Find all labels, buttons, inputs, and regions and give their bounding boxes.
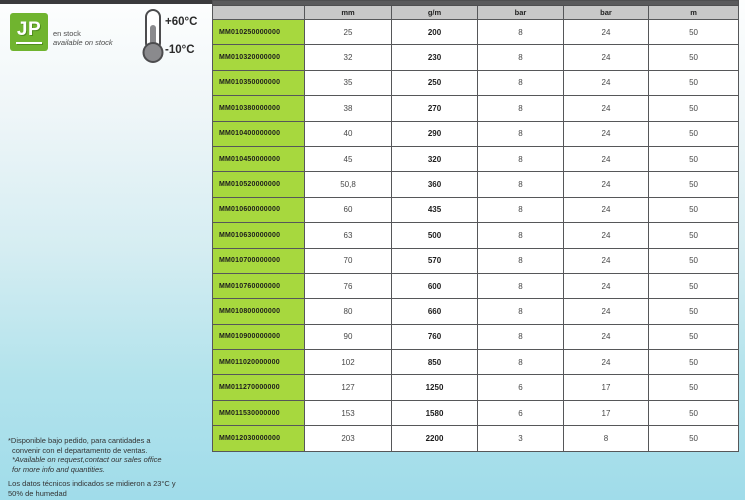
value-cell: 50: [649, 400, 739, 425]
jp-logo-underline: [16, 42, 42, 45]
value-cell: 50,8: [305, 172, 392, 197]
table-row: [213, 20, 739, 45]
table-row: [213, 426, 739, 451]
footnote-es-line2: convenir con el departamento de ventas.: [12, 445, 148, 455]
table-row: [213, 121, 739, 146]
part-number-cell: MM011020000000: [213, 350, 305, 375]
stock-label-en: available on stock: [53, 38, 113, 47]
value-cell: 24: [564, 350, 649, 375]
footnote-tech-line1: Los datos técnicos indicados se midieron a 23°C y: [8, 478, 176, 488]
value-cell: 8: [478, 146, 564, 171]
footnote-en-line1: *Available on request,contact our sales office: [12, 455, 162, 465]
value-cell: 102: [305, 350, 392, 375]
table-row: [213, 223, 739, 248]
part-number-cell: MM012030000000: [213, 426, 305, 451]
value-cell: 360: [392, 172, 478, 197]
value-cell: 8: [478, 248, 564, 273]
value-cell: 50: [649, 375, 739, 400]
value-cell: 45: [305, 146, 392, 171]
table-row: [213, 96, 739, 121]
value-cell: 24: [564, 70, 649, 95]
table-row: [213, 324, 739, 349]
unit-header-bar1: bar: [478, 6, 564, 20]
value-cell: 760: [392, 324, 478, 349]
value-cell: 1580: [392, 400, 478, 425]
spec-table: [212, 0, 739, 452]
table-row: [213, 375, 739, 400]
part-number-cell: MM010600000000: [213, 197, 305, 222]
value-cell: 230: [392, 45, 478, 70]
value-cell: 50: [649, 426, 739, 451]
unit-header-mm: mm: [305, 6, 392, 20]
value-cell: 8: [478, 20, 564, 45]
value-cell: 8: [478, 299, 564, 324]
value-cell: 35: [305, 70, 392, 95]
footnote-en-line2: for more info and quantities.: [12, 465, 105, 475]
temp-max-label: +60°C: [165, 16, 198, 28]
value-cell: 8: [478, 96, 564, 121]
value-cell: 24: [564, 146, 649, 171]
value-cell: 8: [478, 45, 564, 70]
value-cell: 600: [392, 273, 478, 298]
value-cell: 50: [649, 20, 739, 45]
table-row: [213, 350, 739, 375]
part-number-cell: MM011270000000: [213, 375, 305, 400]
value-cell: 24: [564, 324, 649, 349]
value-cell: 90: [305, 324, 392, 349]
part-number-cell: MM010450000000: [213, 146, 305, 171]
value-cell: 70: [305, 248, 392, 273]
part-number-cell: MM010350000000: [213, 70, 305, 95]
part-number-cell: MM010700000000: [213, 248, 305, 273]
value-cell: 660: [392, 299, 478, 324]
value-cell: 153: [305, 400, 392, 425]
value-cell: 290: [392, 121, 478, 146]
value-cell: 250: [392, 70, 478, 95]
value-cell: 63: [305, 223, 392, 248]
value-cell: 17: [564, 400, 649, 425]
part-number-cell: MM010400000000: [213, 121, 305, 146]
value-cell: 50: [649, 70, 739, 95]
unit-header-gm: g/m: [392, 6, 478, 20]
table-row: [213, 273, 739, 298]
value-cell: 270: [392, 96, 478, 121]
part-number-cell: MM010800000000: [213, 299, 305, 324]
value-cell: 200: [392, 20, 478, 45]
value-cell: 17: [564, 375, 649, 400]
value-cell: 127: [305, 375, 392, 400]
thermometer-icon: [138, 6, 208, 64]
unit-header-bar2: bar: [564, 6, 649, 20]
value-cell: 8: [478, 121, 564, 146]
part-number-cell: MM010380000000: [213, 96, 305, 121]
value-cell: 50: [649, 146, 739, 171]
value-cell: 24: [564, 96, 649, 121]
stock-availability-label: [53, 29, 113, 47]
footnote-es-line1: *Disponible bajo pedido, para cantidades a: [8, 436, 151, 445]
part-number-cell: MM010520000000: [213, 172, 305, 197]
value-cell: 24: [564, 273, 649, 298]
jp-logo-text: JP: [16, 19, 42, 40]
value-cell: 40: [305, 121, 392, 146]
value-cell: 38: [305, 96, 392, 121]
value-cell: 8: [478, 324, 564, 349]
jp-logo: [10, 13, 48, 51]
value-cell: 8: [478, 273, 564, 298]
part-number-cell: MM010250000000: [213, 20, 305, 45]
value-cell: 24: [564, 197, 649, 222]
footnote-tech-line2: 50% de humedad: [8, 488, 67, 498]
part-number-cell: MM010320000000: [213, 45, 305, 70]
value-cell: 76: [305, 273, 392, 298]
value-cell: 24: [564, 248, 649, 273]
value-cell: 80: [305, 299, 392, 324]
value-cell: 24: [564, 45, 649, 70]
value-cell: 3: [478, 426, 564, 451]
value-cell: 24: [564, 121, 649, 146]
value-cell: 8: [564, 426, 649, 451]
value-cell: 500: [392, 223, 478, 248]
table-row: [213, 70, 739, 95]
value-cell: 50: [649, 172, 739, 197]
value-cell: 50: [649, 223, 739, 248]
value-cell: 8: [478, 350, 564, 375]
stock-label-es: en stock: [53, 29, 81, 38]
value-cell: 50: [649, 197, 739, 222]
value-cell: 24: [564, 172, 649, 197]
unit-header-part: [213, 6, 305, 20]
value-cell: 50: [649, 299, 739, 324]
part-number-cell: MM010900000000: [213, 324, 305, 349]
unit-header-m: m: [649, 6, 739, 20]
value-cell: 50: [649, 45, 739, 70]
value-cell: 850: [392, 350, 478, 375]
value-cell: 50: [649, 273, 739, 298]
value-cell: 320: [392, 146, 478, 171]
table-row: [213, 248, 739, 273]
table-row: [213, 172, 739, 197]
value-cell: 8: [478, 70, 564, 95]
top-divider-bar: [0, 0, 212, 4]
table-row: [213, 45, 739, 70]
temp-min-label: -10°C: [165, 44, 195, 56]
value-cell: 8: [478, 223, 564, 248]
unit-header-row: [213, 6, 739, 20]
part-number-cell: MM011530000000: [213, 400, 305, 425]
footnotes: [8, 436, 176, 498]
value-cell: 6: [478, 400, 564, 425]
value-cell: 203: [305, 426, 392, 451]
table-row: [213, 146, 739, 171]
value-cell: 24: [564, 223, 649, 248]
value-cell: 50: [649, 350, 739, 375]
value-cell: 2200: [392, 426, 478, 451]
value-cell: 8: [478, 172, 564, 197]
value-cell: 60: [305, 197, 392, 222]
table-row: [213, 197, 739, 222]
part-number-cell: MM010760000000: [213, 273, 305, 298]
value-cell: 24: [564, 20, 649, 45]
part-number-cell: MM010630000000: [213, 223, 305, 248]
table-row: [213, 400, 739, 425]
table-row: [213, 299, 739, 324]
value-cell: 50: [649, 121, 739, 146]
value-cell: 8: [478, 197, 564, 222]
value-cell: 50: [649, 324, 739, 349]
value-cell: 24: [564, 299, 649, 324]
value-cell: 1250: [392, 375, 478, 400]
value-cell: 50: [649, 96, 739, 121]
value-cell: 6: [478, 375, 564, 400]
value-cell: 50: [649, 248, 739, 273]
value-cell: 32: [305, 45, 392, 70]
value-cell: 570: [392, 248, 478, 273]
value-cell: 435: [392, 197, 478, 222]
value-cell: 25: [305, 20, 392, 45]
